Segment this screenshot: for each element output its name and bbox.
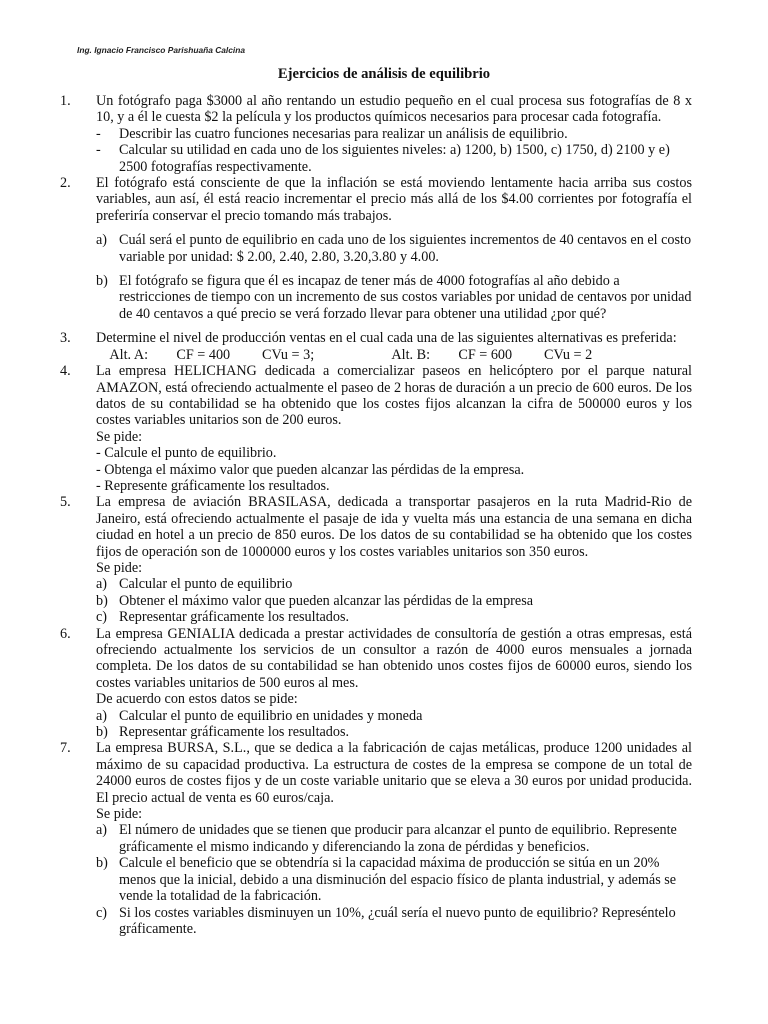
task-line: - Obtenga el máximo valor que pueden alcanzar las pérdidas de la empresa. [96, 461, 525, 478]
list-marker: c) [96, 609, 108, 626]
exercise-5-task [60, 609, 692, 625]
exercise-6-task [60, 724, 692, 740]
exercise-4 [60, 363, 692, 429]
exercise-2-task [60, 273, 692, 322]
list-marker: b) [96, 273, 108, 290]
se-pide-label: Se pide: [96, 428, 143, 445]
task-text: El número de unidades que se tienen que producir para alcanzar el punto de equilibrio. Represente gráficamente el mismo indicando y diferenciando la zona de pérdidas y beneficios. [119, 822, 677, 855]
exercise-number: 3. [60, 330, 71, 347]
list-marker: a) [96, 576, 108, 593]
list-marker: - [96, 125, 101, 142]
exercise-number: 2. [60, 175, 71, 192]
list-marker: a) [96, 232, 108, 249]
task-text: Calcule el beneficio que se obtendría si la capacidad máxima de producción se sitúa en un 20% menos que la inicial, debido a una disminución del espacio físico de planta industrial, y además se vende la totalidad de la fabricación. [119, 855, 677, 905]
exercise-6 [60, 626, 692, 692]
exercise-5-task [60, 576, 692, 592]
list-marker: - [96, 142, 101, 159]
document-title: Ejercicios de análisis de equilibrio [277, 66, 491, 82]
task-line: - Represente gráficamente los resultados. [96, 477, 330, 494]
se-pide-label: De acuerdo con estos datos se pide: [96, 691, 298, 708]
exercise-1-task [60, 126, 692, 142]
task-text: Cuál será el punto de equilibrio en cada uno de los siguientes incrementos de 40 centavos en el costo variable por unidad: $ 2.00, 2.40, 2.80, 3.20,3.80 y 4.00. [119, 232, 692, 265]
page-header-author: Ing. Ignacio Francisco Parishuaña Calcina [77, 45, 246, 55]
exercise-5 [60, 494, 692, 560]
task-text: Calcular el punto de equilibrio [119, 576, 293, 593]
task-text: Representar gráficamente los resultados. [119, 724, 350, 741]
exercise-3 [60, 330, 692, 346]
exercise-5-task [60, 593, 692, 609]
task-text: Si los costes variables disminuyen un 10%, ¿cuál sería el nuevo punto de equilibrio? Represéntelo gráficamente. [119, 904, 676, 937]
exercise-statement: Un fotógrafo paga $3000 al año rentando un estudio pequeño en el cual procesa sus fotografías de 8 x 10, y a él le cuesta $2 la película y los productos químicos necesarios para procesar cada fotografía. [96, 93, 692, 126]
list-marker: b) [96, 724, 108, 741]
exercise-6-task [60, 708, 692, 724]
se-pide-label: Se pide: [96, 559, 143, 576]
task-line: - Calcule el punto de equilibrio. [96, 445, 277, 462]
exercise-statement: La empresa de aviación BRASILASA, dedicada a transportar pasajeros en la ruta Madrid-Rio de Janeiro, está ofreciendo actualmente el pasaje de ida y vuelta más una estancia de una semana en dicha ciudad en hotel a un precio de 850 euros. De los datos de su contabilidad se ha obtenido que los costes fijos de operación son de 1000000 euros y los costes variables unitarios son 350 euros. [96, 494, 692, 560]
alternatives-line: Alt. A: CF = 400 CVu = 3; Alt. B: CF = 600 CVu = 2 [96, 346, 593, 363]
list-marker: c) [96, 904, 108, 921]
exercise-1 [60, 93, 692, 126]
exercise-1-task [60, 142, 692, 175]
list-marker: b) [96, 592, 108, 609]
task-text: Describir las cuatro funciones necesarias para realizar un análisis de equilibrio. [119, 125, 568, 142]
exercise-number: 6. [60, 625, 71, 642]
task-text: Calcular el punto de equilibrio en unidades y moneda [119, 707, 423, 724]
exercise-7 [60, 740, 692, 806]
exercise-7-task [60, 905, 692, 938]
list-marker: b) [96, 855, 108, 872]
task-text: Representar gráficamente los resultados. [119, 609, 350, 626]
task-text: El fotógrafo se figura que él es incapaz de tener más de 4000 fotografías al año debido a restricciones de tiempo con un incremento de sus costos variables por unidad de centavos por unidad de 40 centavos a qué precio se verá forzado llevar para obtener una utilidad ¿por qué? [119, 273, 692, 322]
exercise-number: 4. [60, 363, 71, 380]
exercise-list [60, 93, 692, 937]
exercise-7-task [60, 855, 692, 904]
exercise-2 [60, 175, 692, 224]
exercise-statement: La empresa BURSA, S.L., que se dedica a la fabricación de cajas metálicas, produce 1200 unidades al máximo de su capacidad productiva. La estructura de costes de la empresa se compone de un total de 24000 euros de costes fijos y de un coste variable unitario que se eleva a 30 euros por unidad producida. El precio actual de venta es 60 euros/caja. [96, 740, 692, 806]
list-marker: a) [96, 707, 108, 724]
exercise-2-task [60, 232, 692, 265]
se-pide-label: Se pide: [96, 806, 143, 823]
task-text: Obtener el máximo valor que pueden alcanzar las pérdidas de la empresa [119, 592, 534, 609]
list-marker: a) [96, 822, 108, 839]
task-text: Calcular su utilidad en cada uno de los siguientes niveles: a) 1200, b) 1500, c) 1750, d) 2100 y e) 2500 fotografías respectivamente. [119, 142, 670, 175]
exercise-7-task [60, 822, 692, 855]
exercise-statement: La empresa HELICHANG dedicada a comercializar paseos en helicóptero por el parque natural AMAZON, está ofreciendo actualmente el paseo de 2 horas de duración a un precio de 600 euros. De los datos de su contabilidad se ha obtenido que los costes fijos alcanzan la cifra de 500000 euros y los costes variables unitarios son de 200 euros. [96, 363, 692, 429]
exercise-number: 7. [60, 740, 71, 757]
exercise-statement: La empresa GENIALIA dedicada a prestar actividades de consultoría de gestión a otras empresas, está ofreciendo actualmente los servicios de un consultor a razón de 4000 euros mensuales a jornada completa. De los datos de su contabilidad se han obtenido unos costes fijos de 60000 euros, siendo los costes variables unitarios de 500 euros al mes. [96, 625, 692, 691]
exercise-number: 5. [60, 494, 71, 511]
exercise-statement: Determine el nivel de producción ventas en el cual cada una de las siguientes alternativas es preferida: [96, 330, 677, 347]
exercise-number: 1. [60, 93, 71, 109]
exercise-statement: El fotógrafo está consciente de que la inflación se está moviendo lentamente hacia arriba sus costos variables, aun así, él está reacio incrementar el precio más allá de los $4.00 corrientes por fotografía el preferiría conservar el precio tomando más trabajos. [96, 175, 692, 224]
